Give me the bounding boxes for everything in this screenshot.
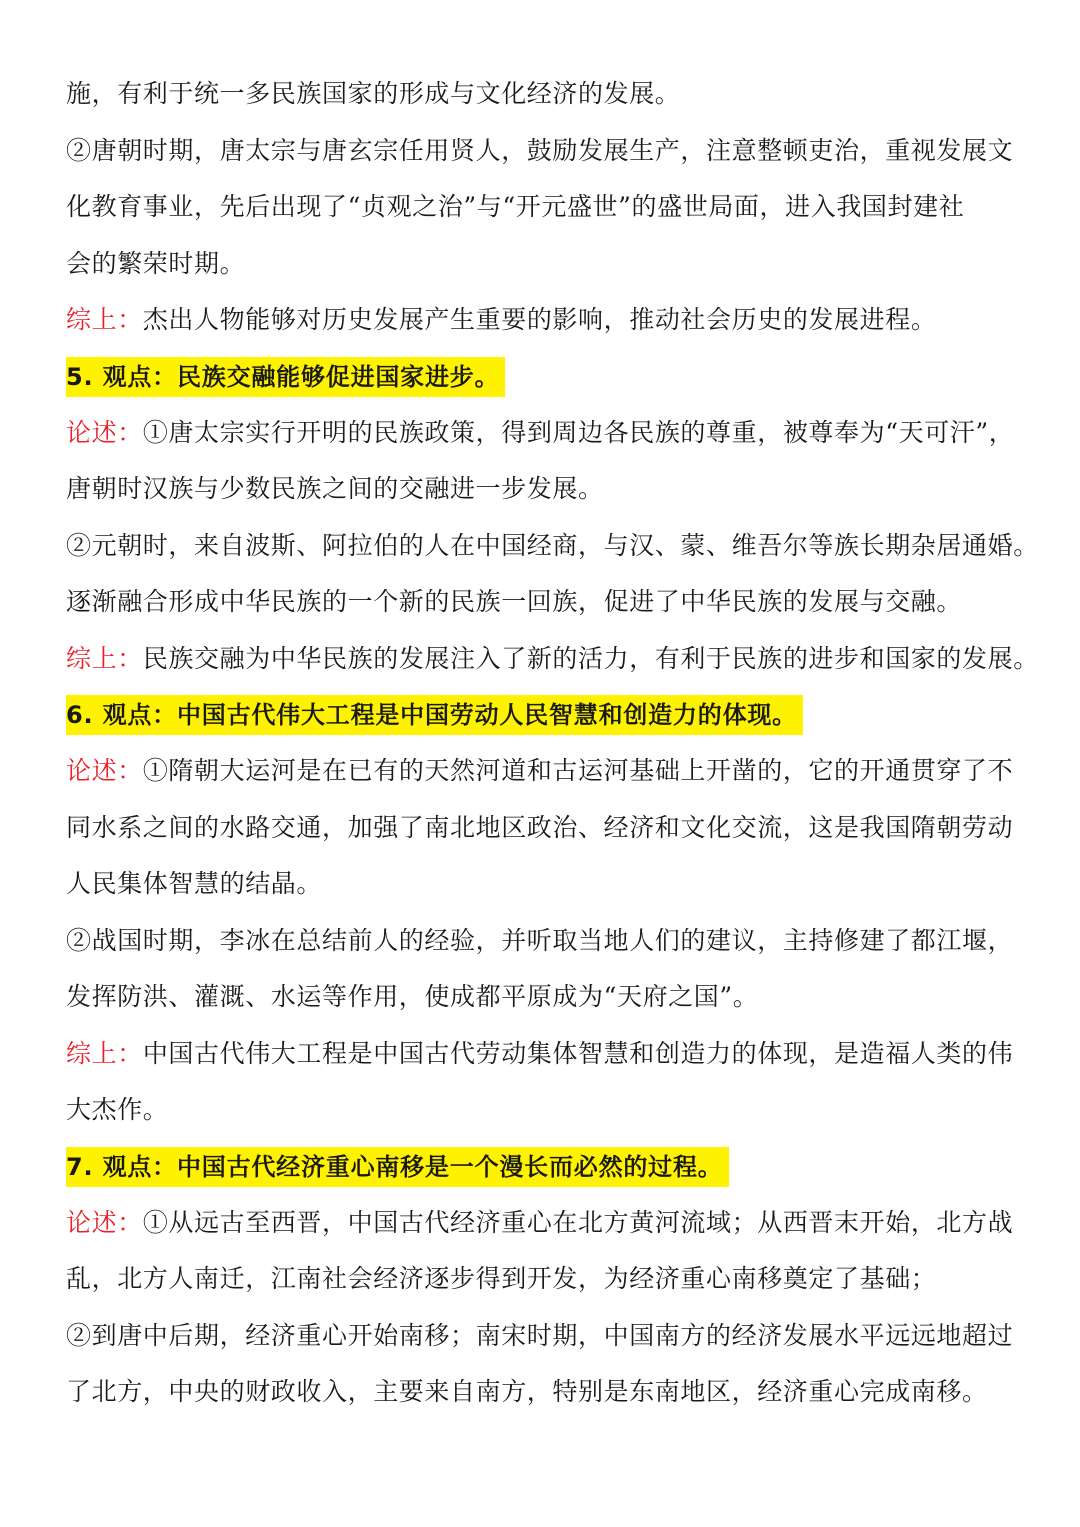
line-text: ①隋朝大运河是在已有的天然河道和古运河基础上开凿的，它的开通贯穿了不 xyxy=(142,756,1014,785)
lead-label: 论述： xyxy=(66,1207,143,1237)
line-text: 了北方，中央的财政收入，主要来自南方，特别是东南地区，经济重心完成南移。 xyxy=(66,1377,988,1406)
line-text: 施，有利于统一多民族国家的形成与文化经济的发展。 xyxy=(66,79,681,108)
line-text: ②到唐中后期，经济重心开始南移；南宋时期，中国南方的经济发展水平远远地超过 xyxy=(66,1320,1014,1350)
text-line xyxy=(66,856,1020,913)
text-line xyxy=(66,179,1020,236)
text-line xyxy=(66,461,1020,518)
argument-line xyxy=(66,405,1020,462)
summary-line xyxy=(66,631,1039,688)
lead-label: 论述： xyxy=(66,756,143,785)
argument-line xyxy=(66,743,1020,800)
argument-line xyxy=(66,1195,1020,1252)
text-line xyxy=(66,518,1039,575)
summary-line xyxy=(66,1026,1020,1083)
line-text: 唐朝时汉族与少数民族之间的交融进一步发展。 xyxy=(66,474,604,503)
text-line xyxy=(66,236,1020,293)
line-text: ①唐太宗实行开明的民族政策，得到周边各民族的尊重，被尊奉为“天可汗”， xyxy=(142,417,1015,447)
text-line xyxy=(66,1364,1020,1421)
line-text: 化教育事业，先后出现了“贞观之治”与“开元盛世”的盛世局面，进入我国封建社 xyxy=(66,192,965,221)
viewpoint-heading: 7. 观点：中国古代经济重心南移是一个漫长而必然的过程。 xyxy=(66,1147,729,1187)
line-text: 会的繁荣时期。 xyxy=(66,248,246,278)
line-text: 发挥防洪、灌溉、水运等作用，使成都平原成为“天府之国”。 xyxy=(66,982,759,1011)
line-text: 乱，北方人南迁，江南社会经济逐步得到开发，为经济重心南移奠定了基础； xyxy=(66,1264,937,1293)
line-text: 民族交融为中华民族的发展注入了新的活力，有利于民族的进步和国家的发展。 xyxy=(142,643,1039,673)
line-text: 大杰作。 xyxy=(66,1095,169,1124)
text-line xyxy=(66,913,1020,970)
text-line xyxy=(66,66,1020,123)
lead-label: 论述： xyxy=(66,417,143,447)
text-line xyxy=(66,969,1020,1026)
text-line xyxy=(66,1082,1020,1139)
text-line xyxy=(66,123,1020,180)
line-text: 中国古代伟大工程是中国古代劳动集体智慧和创造力的体现，是造福人类的伟 xyxy=(142,1038,1014,1068)
viewpoint-heading: 6. 观点：中国古代伟大工程是中国劳动人民智慧和创造力的体现。 xyxy=(66,695,803,735)
summary-line xyxy=(66,292,1020,349)
line-text: ②唐朝时期，唐太宗与唐玄宗任用贤人，鼓励发展生产，注意整顿吏治，重视发展文 xyxy=(66,135,1014,165)
line-text: 杰出人物能够对历史发展产生重要的影响，推动社会历史的发展进程。 xyxy=(142,305,937,334)
text-line xyxy=(66,1308,1020,1365)
line-text: ①从远古至西晋，中国古代经济重心在北方黄河流域；从西晋末开始，北方战 xyxy=(142,1207,1014,1237)
line-text: 人民集体智慧的结晶。 xyxy=(66,869,323,898)
lead-label: 综上： xyxy=(66,305,143,334)
text-line xyxy=(66,574,1020,631)
viewpoint-heading: 5. 观点：民族交融能够促进国家进步。 xyxy=(66,357,505,397)
lead-label: 综上： xyxy=(66,643,143,673)
line-text: 逐渐融合形成中华民族的一个新的民族一回族，促进了中华民族的发展与交融。 xyxy=(66,587,963,616)
lead-label: 综上： xyxy=(66,1038,143,1068)
line-text: ②元朝时，来自波斯、阿拉伯的人在中国经商，与汉、蒙、维吾尔等族长期杂居通婚。 xyxy=(66,530,1039,560)
line-text: ②战国时期，李冰在总结前人的经验，并听取当地人们的建议，主持修建了都江堰， xyxy=(66,925,1014,955)
line-text: 同水系之间的水路交通，加强了南北地区政治、经济和文化交流，这是我国隋朝劳动 xyxy=(66,812,1014,842)
text-line xyxy=(66,800,1020,857)
text-line xyxy=(66,1251,1020,1308)
